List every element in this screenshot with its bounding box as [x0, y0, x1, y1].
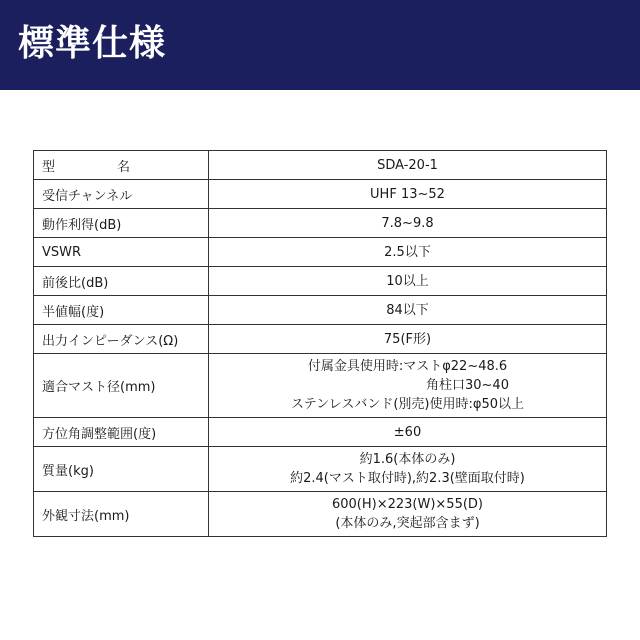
- impedance-value: 75(F形): [209, 325, 607, 354]
- gain-label: 動作利得(dB): [34, 209, 209, 238]
- table-row: [34, 492, 607, 537]
- azimuth-label: 方位角調整範囲(度): [34, 418, 209, 447]
- table-row: [34, 418, 607, 447]
- dimensions-value: [209, 492, 607, 537]
- mass-line-2: 約2.4(マスト取付時),約2.3(壁面取付時): [290, 471, 525, 486]
- gain-value: 7.8~9.8: [209, 209, 607, 238]
- table-row: [34, 151, 607, 180]
- page-title: 標準仕様: [18, 23, 167, 64]
- beamwidth-value: 84以下: [209, 296, 607, 325]
- dimensions-label: 外観寸法(mm): [34, 492, 209, 537]
- mast-value: [209, 354, 607, 418]
- table-row: [34, 325, 607, 354]
- model-label-a: 型: [42, 159, 56, 175]
- mast-line-3: ステンレスバンド(別売)使用時:φ50以上: [290, 397, 525, 412]
- ftb-label: 前後比(dB): [34, 267, 209, 296]
- mass-value: [209, 447, 607, 492]
- table-row: [34, 209, 607, 238]
- channel-label: 受信チャンネル: [34, 180, 209, 209]
- channel-value: UHF 13~52: [209, 180, 607, 209]
- table-row: [34, 238, 607, 267]
- table-row: [34, 180, 607, 209]
- impedance-label: 出力インピーダンス(Ω): [34, 325, 209, 354]
- spec-table: [33, 150, 607, 537]
- vswr-label: VSWR: [34, 238, 209, 267]
- mast-line-2: 角柱口30~40: [426, 378, 509, 393]
- ftb-value: 10以上: [209, 267, 607, 296]
- dimensions-line-1: 600(H)×223(W)×55(D): [331, 497, 484, 512]
- azimuth-value: ±60: [209, 418, 607, 447]
- row-label: [34, 151, 209, 180]
- mass-label: 質量(kg): [34, 447, 209, 492]
- mast-line-1: 付属金具使用時:マストφ22~48.6: [307, 359, 508, 374]
- header-banner: [0, 0, 640, 90]
- vswr-value: 2.5以下: [209, 238, 607, 267]
- table-row: [34, 354, 607, 418]
- mass-line-1: 約1.6(本体のみ): [359, 452, 456, 467]
- model-label-b: 名: [116, 159, 130, 175]
- table-row: [34, 447, 607, 492]
- table-row: [34, 267, 607, 296]
- table-row: [34, 296, 607, 325]
- dimensions-line-2: (本体のみ,突起部含まず): [335, 516, 480, 531]
- beamwidth-label: 半値幅(度): [34, 296, 209, 325]
- mast-label: 適合マスト径(mm): [34, 354, 209, 418]
- model-value: SDA-20-1: [209, 151, 607, 180]
